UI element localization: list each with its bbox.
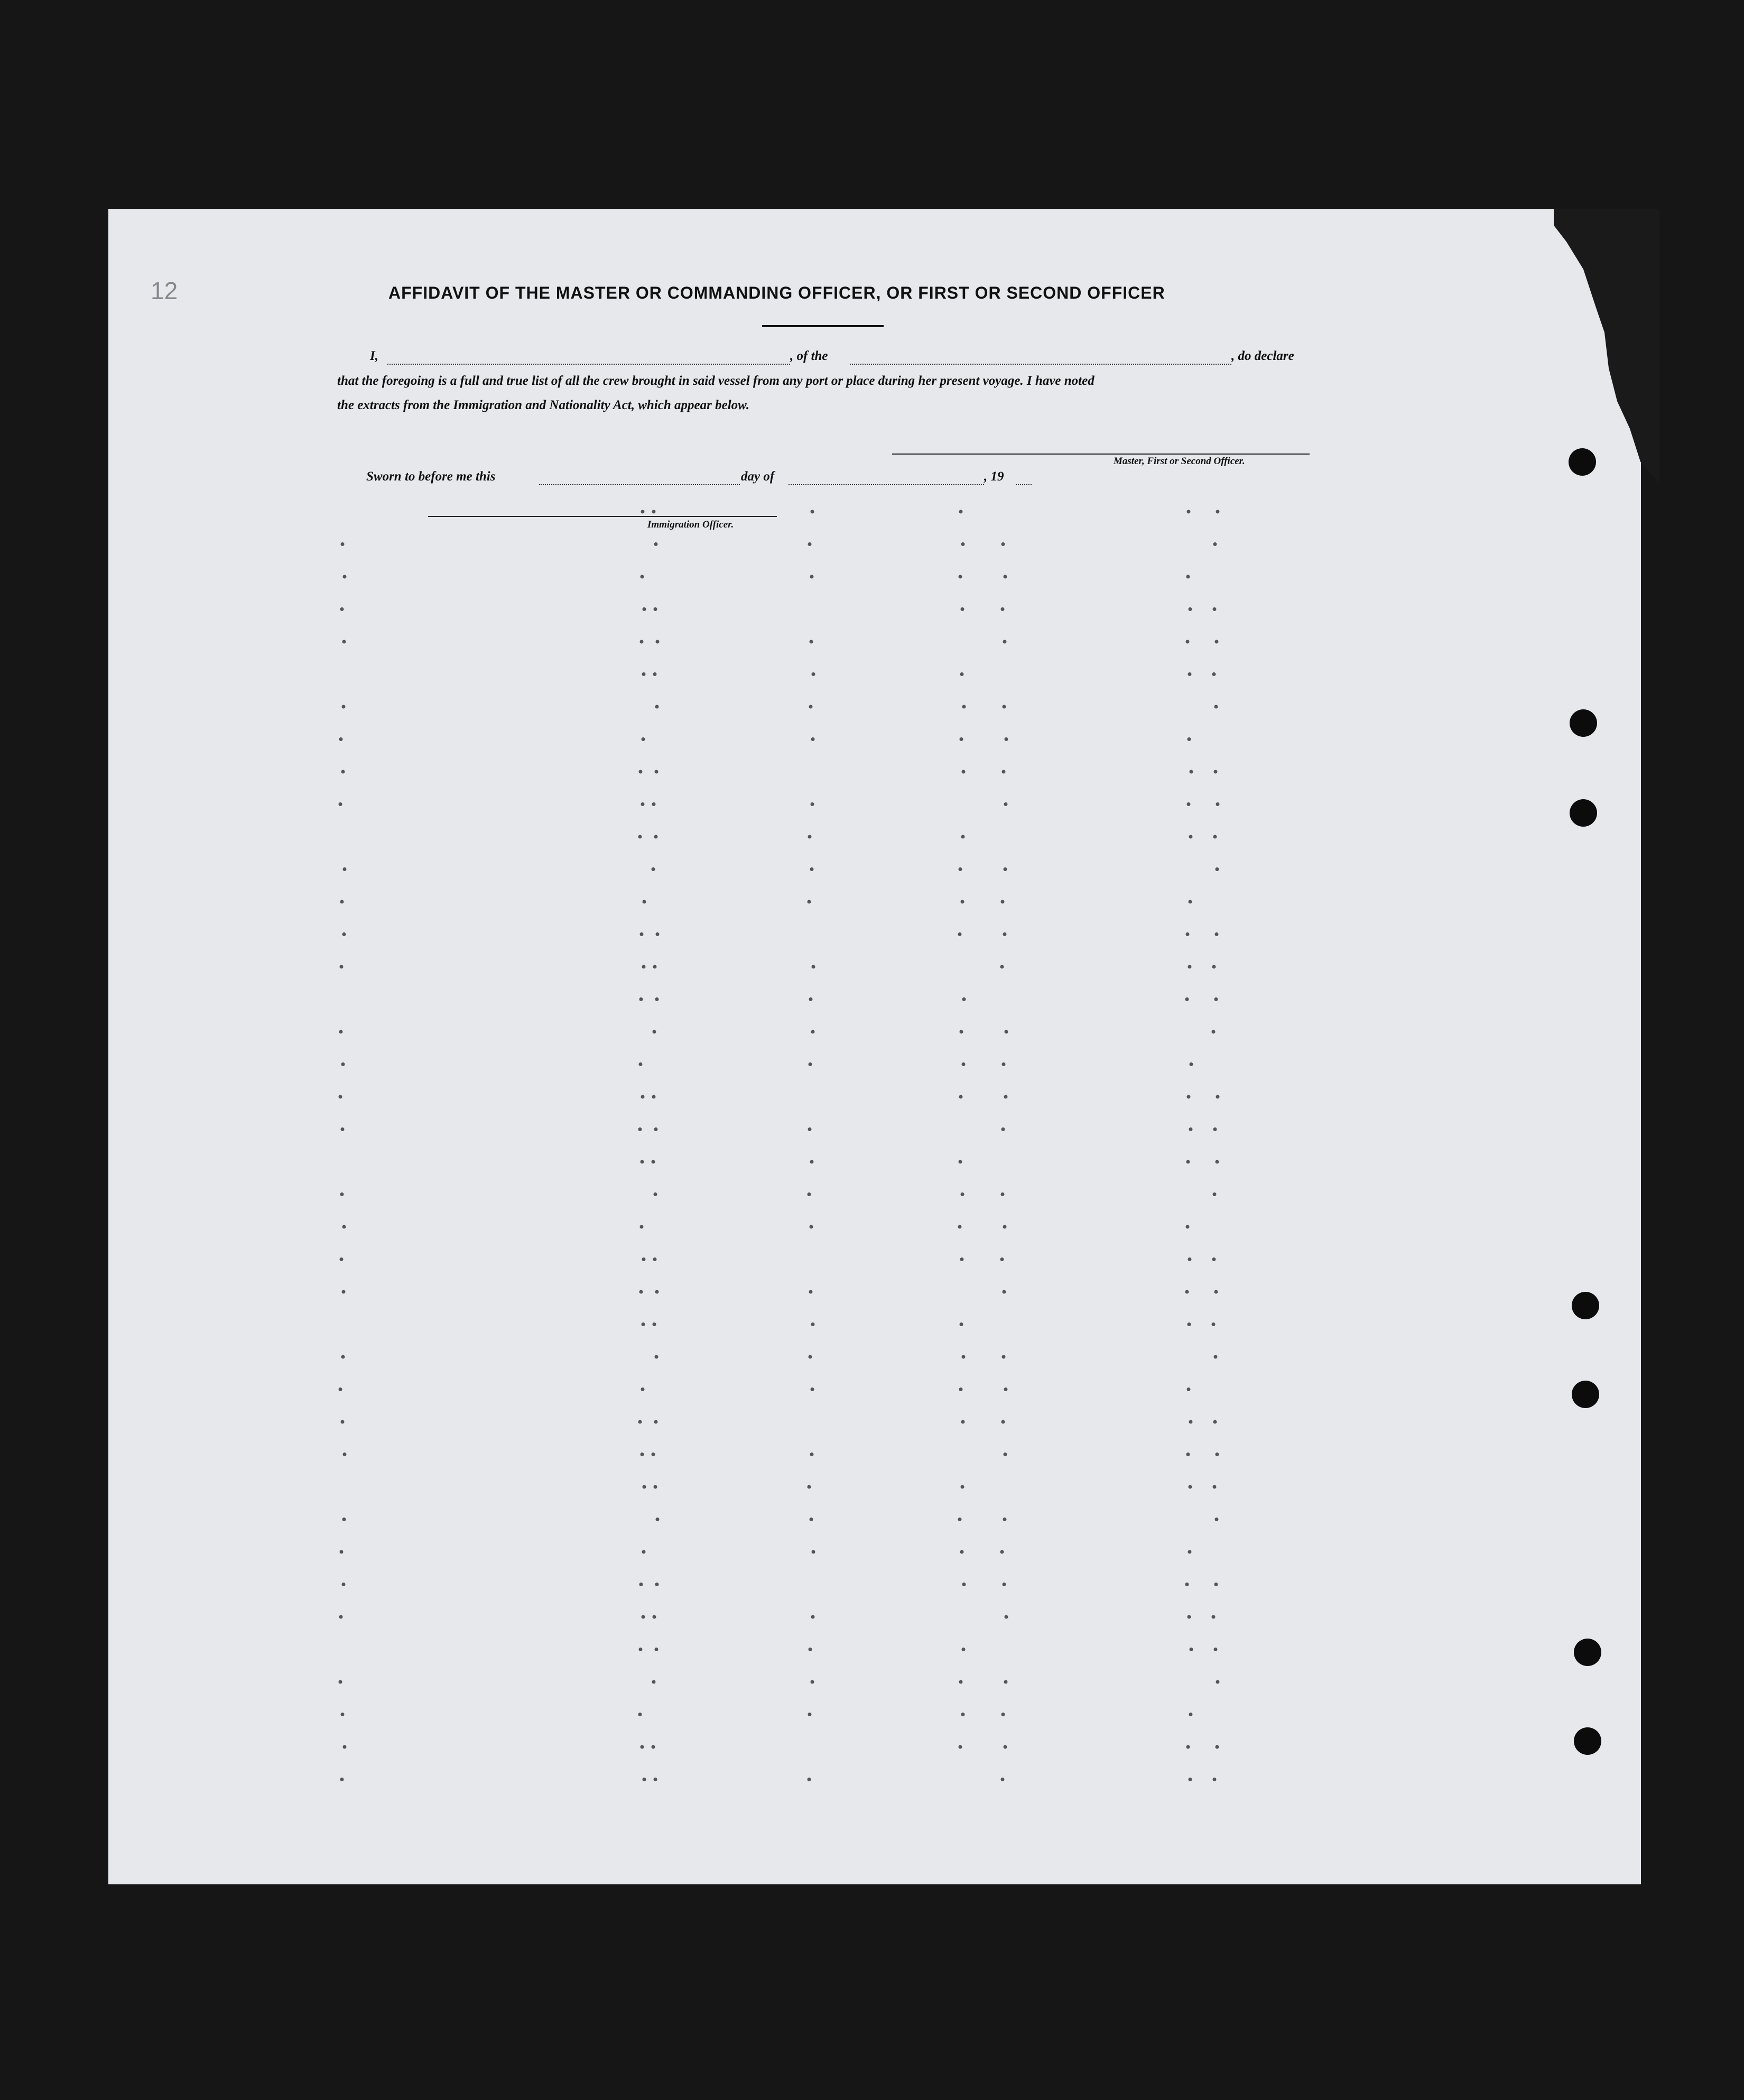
speck (1004, 575, 1007, 579)
speck (810, 1160, 814, 1164)
speck (341, 1355, 345, 1359)
speck (655, 1648, 658, 1651)
speck (960, 737, 963, 741)
speck (810, 1453, 814, 1456)
speck (642, 965, 646, 969)
speck (962, 770, 966, 774)
speck (1004, 1745, 1007, 1749)
speck (652, 510, 656, 514)
speck (1004, 1387, 1008, 1391)
speck (1213, 835, 1217, 839)
speck (342, 1583, 346, 1586)
speck (808, 1192, 811, 1196)
speck (1189, 607, 1192, 611)
speck (812, 672, 815, 676)
speck (1185, 997, 1189, 1001)
speck (342, 1225, 346, 1229)
speck (808, 1713, 812, 1716)
speck (811, 1322, 815, 1326)
speck (1188, 1257, 1192, 1261)
speck (1212, 672, 1216, 676)
speck (641, 802, 645, 806)
speck (1189, 1127, 1193, 1131)
speck (340, 1550, 344, 1554)
speck (654, 542, 658, 546)
speck (342, 1518, 346, 1521)
speck (960, 1030, 963, 1034)
speck (340, 965, 344, 969)
speck (1001, 1420, 1005, 1424)
speck (1212, 965, 1216, 969)
speck (1189, 1485, 1192, 1489)
speck (1214, 1355, 1218, 1359)
speck (1187, 1095, 1191, 1099)
speck (961, 607, 964, 611)
speck (1213, 542, 1217, 546)
speck (640, 1225, 644, 1229)
speck (1001, 1127, 1005, 1131)
speck (1215, 640, 1219, 644)
speck (961, 1420, 965, 1424)
speck (1216, 802, 1220, 806)
speck (810, 575, 814, 579)
speck (341, 770, 345, 774)
speck (652, 1680, 656, 1684)
speck (652, 1160, 655, 1164)
speck (640, 932, 644, 936)
speck (656, 1518, 660, 1521)
speck (1215, 1518, 1219, 1521)
speck (341, 1062, 345, 1066)
speck (1190, 1062, 1193, 1066)
speck (652, 1095, 656, 1099)
speck (1216, 1453, 1219, 1456)
speck (1214, 997, 1218, 1001)
speck (1216, 1745, 1219, 1749)
speck (1001, 1778, 1005, 1781)
speck (1213, 1127, 1217, 1131)
speck (961, 1485, 964, 1489)
speck (343, 1745, 347, 1749)
speck (962, 1583, 966, 1586)
speck (639, 1648, 643, 1651)
speck (808, 542, 812, 546)
speck (959, 1387, 963, 1391)
speck (639, 997, 643, 1001)
speck (811, 802, 814, 806)
speck (959, 1095, 963, 1099)
speck (654, 1485, 657, 1489)
speck (1000, 965, 1004, 969)
speck (642, 1257, 646, 1261)
speck (1189, 1778, 1192, 1781)
speck (341, 1420, 345, 1424)
speck (962, 1062, 966, 1066)
speck (638, 1420, 642, 1424)
speck (1186, 1453, 1190, 1456)
speck (641, 1160, 644, 1164)
speck (343, 575, 347, 579)
speck (1214, 1290, 1218, 1294)
speck (342, 705, 346, 709)
speck (654, 607, 657, 611)
speck (641, 1453, 644, 1456)
speck (1188, 672, 1192, 676)
immigration-officer-label: Immigration Officer. (647, 519, 734, 530)
speck (342, 1290, 346, 1294)
speck (1185, 1290, 1189, 1294)
speck (339, 1095, 342, 1099)
speck (339, 737, 343, 741)
speck (643, 607, 646, 611)
speck (1002, 1062, 1006, 1066)
speck (1214, 1583, 1218, 1586)
speck (1214, 770, 1218, 774)
speck (1188, 1322, 1191, 1326)
speck (339, 1030, 343, 1034)
speck (656, 932, 660, 936)
speck (639, 1062, 643, 1066)
speck (1213, 1192, 1217, 1196)
speck (639, 1290, 643, 1294)
speck (808, 900, 811, 904)
speck (961, 542, 965, 546)
speck (1001, 900, 1005, 904)
speck (1003, 1583, 1006, 1586)
speck (961, 900, 964, 904)
speck (652, 1453, 655, 1456)
speck (1001, 1192, 1005, 1196)
speck (654, 1778, 657, 1781)
speck (809, 1355, 812, 1359)
speck (960, 1322, 963, 1326)
speck (652, 1745, 655, 1749)
speck (1000, 1550, 1004, 1554)
declaration-declare: , do declare (1231, 349, 1294, 363)
speck (1004, 802, 1008, 806)
speck (1005, 1615, 1008, 1619)
speck (343, 1453, 347, 1456)
speck (1212, 1030, 1216, 1034)
speck (1186, 1225, 1190, 1229)
speck (340, 1257, 344, 1261)
margin-page-number: 12 (151, 277, 178, 304)
speck (1189, 900, 1192, 904)
speck (642, 1322, 645, 1326)
speck (1188, 1615, 1191, 1619)
speck (641, 1745, 644, 1749)
speck (1215, 932, 1219, 936)
speck (642, 737, 645, 741)
speck (811, 510, 814, 514)
speck (959, 510, 963, 514)
speck (643, 900, 646, 904)
speck (653, 1322, 656, 1326)
speck (1214, 1648, 1218, 1651)
speck (653, 672, 657, 676)
speck (1005, 737, 1008, 741)
speck (1213, 1485, 1217, 1489)
speck (811, 737, 815, 741)
speck (1212, 1257, 1216, 1261)
speck (655, 997, 659, 1001)
speck (638, 1713, 642, 1716)
speck (341, 542, 345, 546)
speck (1189, 835, 1193, 839)
speck (654, 1192, 657, 1196)
speck (809, 1290, 813, 1294)
speck (961, 835, 965, 839)
speck (641, 575, 644, 579)
speck (810, 640, 813, 644)
speck (810, 1518, 813, 1521)
speck (959, 575, 962, 579)
speck (339, 1387, 342, 1391)
speck (1001, 607, 1005, 611)
declaration-intro: I, (370, 349, 378, 363)
speck (808, 1778, 811, 1781)
speck (1004, 867, 1007, 871)
speck (1188, 737, 1191, 741)
speck (1187, 802, 1191, 806)
speck (1216, 867, 1219, 871)
speck (808, 1127, 812, 1131)
speck (959, 1160, 962, 1164)
speck (810, 867, 814, 871)
speck (653, 965, 657, 969)
speck (639, 770, 643, 774)
speck (654, 1420, 658, 1424)
speck (1003, 1290, 1006, 1294)
speck (960, 1257, 964, 1261)
speck (961, 1713, 965, 1716)
speck (342, 640, 346, 644)
speck (1189, 1420, 1193, 1424)
speck (641, 510, 645, 514)
speck (1188, 1550, 1192, 1554)
speck (655, 705, 659, 709)
speck (640, 640, 644, 644)
speck (958, 932, 962, 936)
speck (641, 1387, 645, 1391)
speck (1190, 1648, 1193, 1651)
speck (639, 1583, 643, 1586)
speck (638, 1127, 642, 1131)
sworn-day-of: day of (741, 469, 775, 484)
speck (1212, 1615, 1216, 1619)
speck (340, 1192, 344, 1196)
speck (1000, 1257, 1004, 1261)
speck (962, 997, 966, 1001)
speck (1187, 510, 1191, 514)
speck (1005, 1030, 1008, 1034)
speck (1216, 1680, 1220, 1684)
speck (1004, 1680, 1008, 1684)
speck (958, 1225, 962, 1229)
speck (1216, 510, 1220, 514)
speck (655, 1290, 659, 1294)
speck (1213, 1778, 1217, 1781)
speck (339, 1615, 343, 1619)
speck (959, 1745, 962, 1749)
speck (654, 1127, 658, 1131)
speck (810, 1225, 813, 1229)
speck (809, 997, 813, 1001)
speck (1003, 1225, 1007, 1229)
speck (1186, 575, 1190, 579)
speck (655, 1583, 659, 1586)
speck (638, 835, 642, 839)
speck (340, 607, 344, 611)
speck (1214, 705, 1218, 709)
speck (1002, 770, 1006, 774)
speck (809, 1062, 812, 1066)
speck (343, 867, 347, 871)
speck (1186, 1160, 1190, 1164)
master-signature-label: Master, First or Second Officer. (1114, 456, 1245, 467)
speck (652, 802, 656, 806)
speck (1004, 1453, 1007, 1456)
speck (1213, 1420, 1217, 1424)
speck (959, 1680, 963, 1684)
speck (641, 1095, 645, 1099)
speck (642, 1550, 646, 1554)
speck (960, 672, 964, 676)
speck (653, 1615, 656, 1619)
speck (1001, 542, 1005, 546)
speck (653, 1257, 657, 1261)
speck (656, 640, 660, 644)
speck (643, 1778, 646, 1781)
speck (342, 932, 346, 936)
speck (1216, 1160, 1219, 1164)
speck (808, 1485, 811, 1489)
speck (811, 1680, 814, 1684)
speck (642, 1615, 645, 1619)
speck (1216, 1095, 1220, 1099)
speck (339, 802, 342, 806)
speck (962, 1355, 966, 1359)
speck (341, 1127, 345, 1131)
speck (1001, 1713, 1005, 1716)
declaration-of-the: , of the (790, 349, 828, 363)
speck (1186, 1745, 1190, 1749)
speck (341, 1713, 345, 1716)
sworn-prefix: Sworn to before me this (366, 469, 496, 484)
speck (340, 1778, 344, 1781)
speck (1189, 1713, 1193, 1716)
speck (1188, 965, 1192, 969)
speck (1003, 1518, 1007, 1521)
declaration-line-2: that the foregoing is a full and true list of all the crew brought in said vessel from any port or place during her present voyage. I have noted (337, 374, 1094, 388)
speck (1003, 705, 1006, 709)
speck (1186, 932, 1190, 936)
speck (811, 1615, 815, 1619)
speck (1003, 640, 1007, 644)
speck (812, 965, 815, 969)
declaration-line-3: the extracts from the Immigration and Nationality Act, which appear below. (337, 398, 750, 412)
speck (1185, 1583, 1189, 1586)
speck (960, 1550, 964, 1554)
speck (962, 1648, 966, 1651)
speck (643, 1485, 646, 1489)
speck (653, 1030, 656, 1034)
speck (340, 900, 344, 904)
speck (1004, 1095, 1008, 1099)
speck (642, 672, 646, 676)
speck (339, 1680, 342, 1684)
speck (809, 1648, 812, 1651)
speck (1213, 607, 1217, 611)
speck (1212, 1322, 1216, 1326)
speck (655, 770, 658, 774)
speck (654, 835, 658, 839)
speck (1190, 770, 1193, 774)
sworn-year-prefix: , 19 (984, 469, 1004, 484)
speck (652, 867, 655, 871)
speck (961, 1192, 964, 1196)
speck (958, 1518, 962, 1521)
affidavit-title: AFFIDAVIT OF THE MASTER OR COMMANDING OFFICER, OR FIRST OR SECOND OFFICER (388, 283, 1165, 302)
speck (655, 1355, 658, 1359)
speck (1186, 640, 1190, 644)
speck (962, 705, 966, 709)
speck (811, 1387, 814, 1391)
speck (1003, 932, 1007, 936)
speck (1187, 1387, 1191, 1391)
speck (959, 867, 962, 871)
speck (808, 835, 812, 839)
speck (811, 1030, 815, 1034)
speck (1002, 1355, 1006, 1359)
speck (809, 705, 813, 709)
speck (812, 1550, 815, 1554)
